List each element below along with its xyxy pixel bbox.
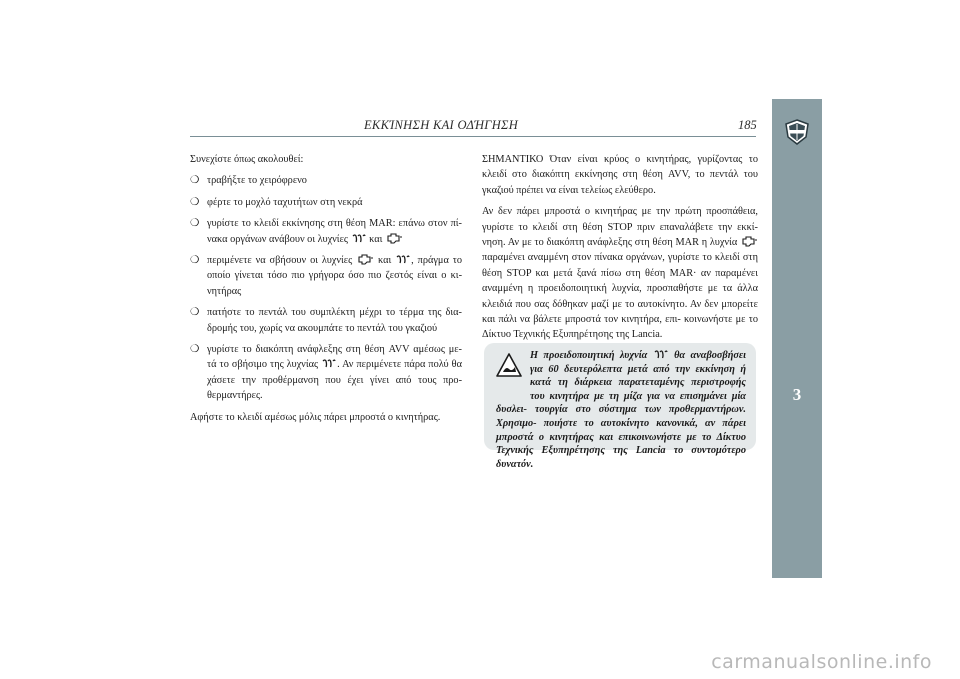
step-text: γυρίστε το διακόπτη ανάφλεξης στη θέση AVV αμέσως με- τά το σβήσιμο της λυχνίας <box>207 344 462 371</box>
engine-failure-icon <box>741 235 757 247</box>
outro-text: Αφήστε το κλειδί αμέσως μόλις πάρει μπροστά ο κινητήρας. <box>190 411 441 423</box>
step-text: και <box>378 255 392 267</box>
list-item <box>190 253 462 299</box>
watermark: carmanualsonline.info <box>711 651 932 673</box>
right-column <box>482 152 758 349</box>
list-item <box>190 173 462 188</box>
lancia-logo-icon <box>784 119 810 145</box>
step-text: και <box>369 233 383 245</box>
list-item <box>190 216 462 247</box>
glow-plug-icon <box>352 234 366 244</box>
important-paragraph: ΣΗΜΑΝΤΙΚΟ Όταν είναι κρύος ο κινητήρας, γυρίζοντας το κλειδί στο διακόπτη εκκίνησης στη θέση AVV, το πεντάλ του γκαζιού πρέπει να είναι τελείως ελεύθερο. <box>482 154 758 196</box>
paragraph-text: Αν δεν πάρει μπροστά ο κινητήρας με την πρώτη προσπάθεια, γυρίστε το κλειδί στη θέση STOP πριν επαναλάβετε την εκκί- νηση. Αν με το διακόπτη ανάφλεξης στη θέση MAR η λυχνία <box>482 206 758 249</box>
warning-box <box>484 343 756 470</box>
warning-text <box>496 349 746 471</box>
header-divider <box>190 136 756 137</box>
chapter-number: 3 <box>792 385 802 404</box>
engine-failure-icon <box>357 253 373 265</box>
page-header-title: ΕΚΚΊΝΗΣΗ ΚΑΙ ΟΔΉΓΗΣΗ <box>364 118 519 132</box>
page-number: 185 <box>738 118 757 132</box>
step-text: φέρτε το μοχλό ταχυτήτων στη νεκρά <box>207 196 363 208</box>
bullet-mark: ❍ <box>190 218 200 230</box>
engine-failure-icon <box>386 232 402 244</box>
intro-text: Συνεχίστε όπως ακολουθεί: <box>190 154 304 165</box>
glow-plug-icon <box>654 350 668 360</box>
list-item <box>190 305 462 336</box>
step-text: . Αν περιμένετε πάρα πολύ θα χάσετε την προθέρμανση που έχει γίνει από τους προ- θερμαντήρες. <box>207 359 462 402</box>
step-text: γυρίστε το κλειδί εκκίνησης στη θέση MAR: επάνω στον πί- νακα οργάνων ανάβουν οι λυχνίες <box>207 218 462 245</box>
steps-list <box>190 173 462 403</box>
paragraph-text: παραμένει αναμμένη στον πίνακα οργάνων, γυρίστε το κλειδί στη θέση STOP και μετά ξανά πίσω στη θέση MAR· αν παραμένει αναμμένη η προειδοποιητική λυχνία, προσπαθήστε με τα άλλα κλειδιά που σας δόθηκαν μαζί με το αυτοκίνητο. Αν δεν μπορείτε και πάλι να βάλετε μπροστά τον κινητήρα, επι- κοινωνήστε με το Δίκτυο Τεχνικής Εξυπηρέτησης της Lancia. <box>482 252 758 341</box>
bullet-mark: ❍ <box>190 175 200 187</box>
bullet-mark: ❍ <box>190 196 200 208</box>
step-text: , πράγμα το οποίο γίνεται τόσο πιο γρήγορα όσο πιο ζεστός είναι ο κι- νητήρας <box>207 255 463 297</box>
list-item <box>190 195 462 210</box>
glow-plug-icon <box>396 255 410 265</box>
step-text: τραβήξτε το χειρόφρενο <box>207 175 307 187</box>
bullet-mark: ❍ <box>190 255 200 267</box>
chapter-side-tab <box>772 99 822 578</box>
step-text: περιμένετε να σβήσουν οι λυχνίες <box>207 255 353 267</box>
restart-paragraph <box>482 204 758 343</box>
step-text: πατήστε το πεντάλ του συμπλέκτη μέχρι το τέρμα της δια- δρομής του, χωρίς να ακουμπάτε το πεντάλ του γκαζιού <box>207 307 462 334</box>
list-item <box>190 342 462 404</box>
warning-text-part: θα αναβοσβήσει για 60 δευτερόλεπτα μετά από την εκκίνηση ή κατά τη διάρκεια παρατεταμένης περιστροφής του κινητήρα με τη μίζα για να επισημάνει μία δυσλει- τουργία στο σύστημα των προθερμαντήρων. Χρησιμο- ποιήστε το αυτοκίνητο κανονικά, αν πάρει μπροστά ο κινητήρας και επικοινωνήστε με το Δίκτυο Τεχνικής Εξυπηρέτησης της Lancia το συντομότερο δυνατόν. <box>496 350 746 470</box>
warning-text-part: Η προειδοποιητική λυχνία <box>530 350 648 361</box>
bullet-mark: ❍ <box>190 307 200 319</box>
glow-plug-icon <box>322 359 336 369</box>
left-column <box>190 152 462 431</box>
bullet-mark: ❍ <box>190 344 200 356</box>
